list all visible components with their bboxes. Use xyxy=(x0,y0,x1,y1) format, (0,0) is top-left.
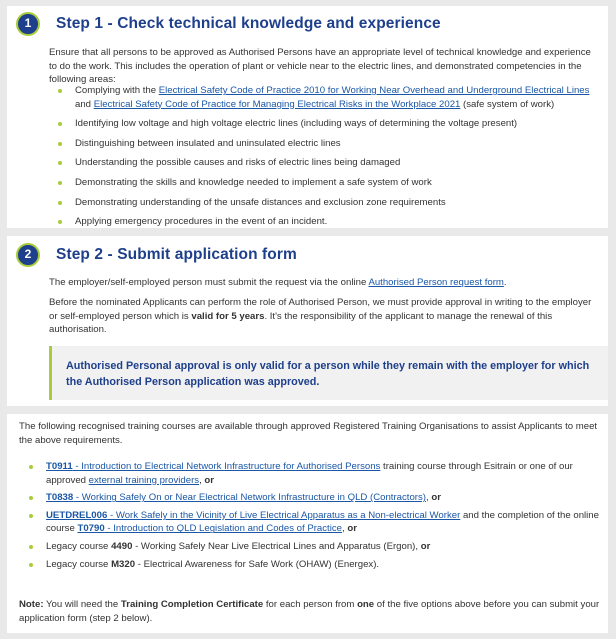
training-courses-card xyxy=(7,414,608,633)
step1-card xyxy=(7,6,608,228)
courses-note: Note: You will need the Training Completion Certificate for each person from one of the five options above before you can submit your application form (step 2 below). xyxy=(19,599,600,624)
code-of-practice-2021-link[interactable]: Electrical Safety Code of Practice for Managing Electrical Risks in the Workplace 2021 xyxy=(93,98,461,110)
list-item: T0838 - Working Safely On or Near Electrical Network Infrastructure in QLD (Contractors), or xyxy=(28,491,600,505)
list-item: Demonstrating understanding of the unsafe distances and exclusion zone requirements xyxy=(57,196,597,210)
authorised-person-request-form-link[interactable]: Authorised Person request form xyxy=(368,277,504,288)
step2-paragraph-2: Before the nominated Applicants can perform the role of Authorised Person, we must provide approval in writing to the employer or self-employed person which is valid for 5 years. It's the responsibility of the applicant to manage the renewal of this authorisation. xyxy=(49,297,592,336)
step2-badge: 2 xyxy=(16,243,40,267)
t0790-course-link[interactable]: T0790 - Introduction to QLD Legislation and Codes of Practice xyxy=(77,523,342,535)
courses-intro: The following recognised training courses are available through approved Registered Training Organisations to assist Applicants to meet the above requirements. xyxy=(19,421,598,446)
approval-callout: Authorised Personal approval is only valid for a person while they remain with the employer for which the Authorised Person application was approved. xyxy=(49,346,608,400)
step1-list xyxy=(57,84,597,229)
external-training-providers-link[interactable]: external training providers xyxy=(88,474,200,486)
step2-card xyxy=(7,236,608,406)
list-item: Applying emergency procedures in the event of an incident. xyxy=(57,215,597,229)
courses-list xyxy=(28,460,600,571)
list-item: Distinguishing between insulated and uninsulated electric lines xyxy=(57,137,597,151)
list-item: T0911 - Introduction to Electrical Network Infrastructure for Authorised Persons training course through Esitrain or one of our approved external training providers, or xyxy=(28,460,600,487)
list-item: Complying with the Electrical Safety Code of Practice 2010 for Working Near Overhead and Underground Electrical Lines and Electrical Safety Code of Practice for Managing Electrical Risks in the Workplace 2021 (safe system of work) xyxy=(57,84,597,111)
code-of-practice-2010-link[interactable]: Electrical Safety Code of Practice 2010 for Working Near Overhead and Underground Electrical Lines xyxy=(158,85,590,96)
list-item: Legacy course 4490 - Working Safely Near Live Electrical Lines and Apparatus (Ergon), or xyxy=(28,540,600,554)
uetdrel006-course-link[interactable]: UETDREL006 - Work Safely in the Vicinity of Live Electrical Apparatus as a Non-electrical Worker xyxy=(46,509,461,521)
step1-header xyxy=(16,12,441,36)
step1-title: Step 1 - Check technical knowledge and experience xyxy=(56,15,441,32)
validity-period: valid for 5 years xyxy=(191,310,265,322)
list-item: Legacy course M320 - Electrical Awareness for Safe Work (OHAW) (Energex). xyxy=(28,558,600,572)
list-item: Understanding the possible causes and risks of electric lines being damaged xyxy=(57,156,597,170)
step2-header xyxy=(16,243,297,267)
step2-title: Step 2 - Submit application form xyxy=(56,246,297,263)
step2-paragraph-1: The employer/self-employed person must submit the request via the online Authorised Person request form. xyxy=(49,277,507,288)
step1-intro: Ensure that all persons to be approved as Authorised Persons have an appropriate level of technical knowledge and experience to do the work. This includes the operation of plant or vehicle near to the electric lines, and demonstrated competencies in the following areas: xyxy=(49,47,591,86)
t0838-course-link[interactable]: T0838 - Working Safely On or Near Electrical Network Infrastructure in QLD (Contractors) xyxy=(46,492,426,504)
list-item: Identifying low voltage and high voltage electric lines (including ways of determining the voltage present) xyxy=(57,117,597,131)
step1-badge: 1 xyxy=(16,12,40,36)
list-item: UETDREL006 - Work Safely in the Vicinity of Live Electrical Apparatus as a Non-electrical Worker and the completion of the online course T0790 - Introduction to QLD Legislation and Codes of Practice, or xyxy=(28,509,600,536)
t0911-course-link[interactable]: T0911 - Introduction to Electrical Network Infrastructure for Authorised Persons xyxy=(46,461,381,472)
list-item: Demonstrating the skills and knowledge needed to implement a safe system of work xyxy=(57,176,597,190)
